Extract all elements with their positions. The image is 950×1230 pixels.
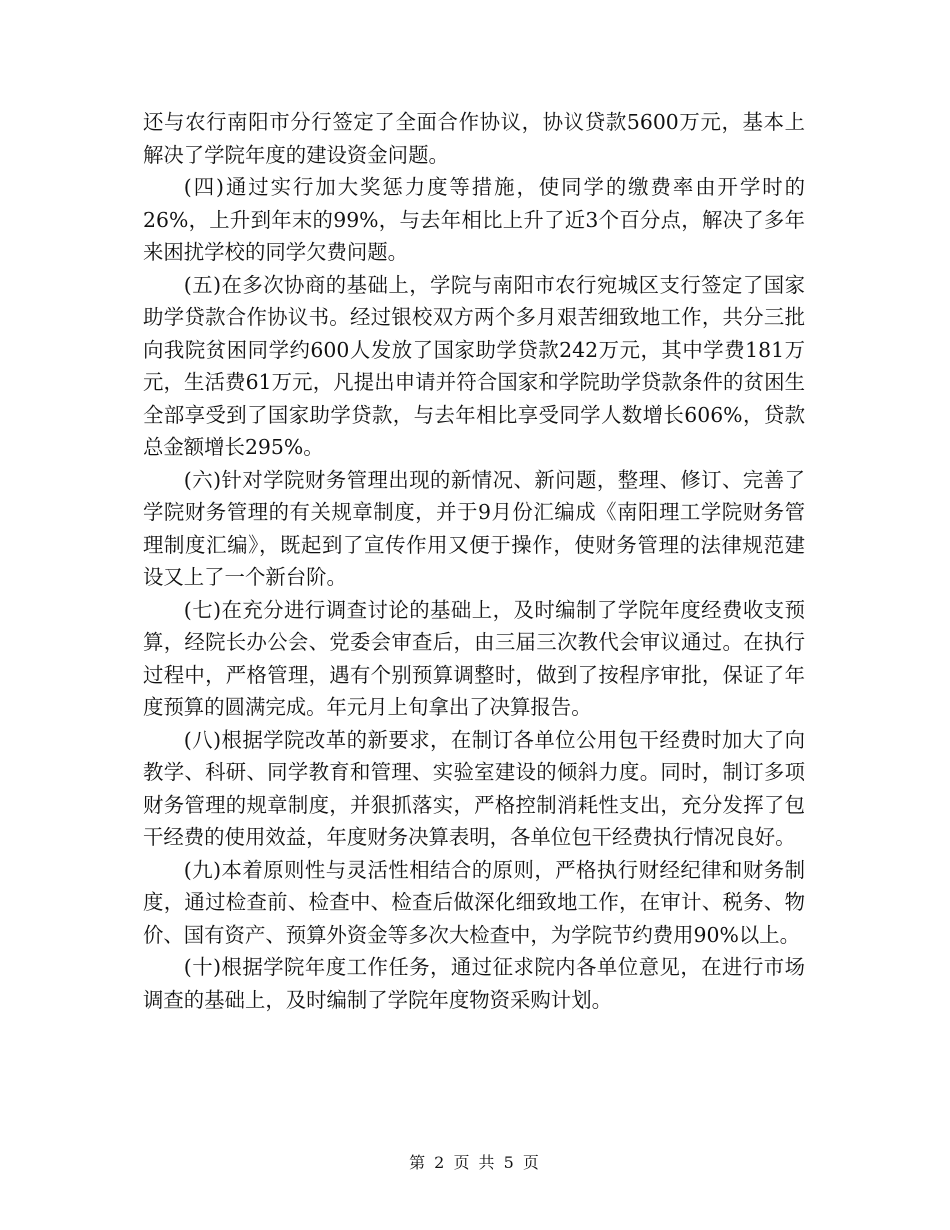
paragraph-item-9: (九)本着原则性与灵活性相结合的原则，严格执行财经纪律和财务制度，通过检查前、检查中、检查后做深化细致地工作，在审计、税务、物价、国有资产、预算外资金等多次大检查中，为学院节约费用90%以上。 [143, 857, 805, 947]
paragraph-item-4: (四)通过实行加大奖惩力度等措施，使同学的缴费率由开学时的26%，上升到年末的99%，与去年相比上升了近3个百分点，解决了多年来困扰学校的同学欠费问题。 [143, 175, 805, 264]
paragraph-item-7: (七)在充分进行调查讨论的基础上，及时编制了学院年度经费收支预算，经院长办公会、党委会审查后，由三届三次教代会审议通过。在执行过程中，严格管理，遇有个别预算调整时，做到了按程序审批，保证了年度预算的圆满完成。年元月上旬拿出了决算报告。 [143, 597, 805, 719]
paragraph-item-8: (八)根据学院改革的新要求，在制订各单位公用包干经费时加大了向教学、科研、同学教育和管理、实验室建设的倾斜力度。同时，制订多项财务管理的规章制度，并狠抓落实，严格控制消耗性支出，充分发挥了包干经费的使用效益，年度财务决算表明，各单位包干经费执行情况良好。 [143, 727, 805, 849]
paragraph-item-5: (五)在多次协商的基础上，学院与南阳市农行宛城区支行签定了国家助学贷款合作协议书。经过银校双方两个多月艰苦细致地工作，共分三批向我院贫困同学约600人发放了国家助学贷款242万元，其中学费181万元，生活费61万元，凡提出申请并符合国家和学院助学贷款条件的贫困生全部享受到了国家助学贷款，与去年相比享受同学人数增长606%，贷款总金额增长295%。 [143, 272, 805, 459]
paragraph-continuation: 还与农行南阳市分行签定了全面合作协议，协议贷款5600万元，基本上解决了学院年度的建设资金问题。 [143, 110, 805, 167]
page-footer: 第 2 页 共 5 页 [409, 1153, 541, 1172]
document-body [143, 106, 805, 1016]
paragraph-item-10: (十)根据学院年度工作任务，通过征求院内各单位意见，在进行市场调查的基础上，及时编制了学院年度物资采购计划。 [143, 955, 805, 1012]
paragraph-item-6: (六)针对学院财务管理出现的新情况、新问题，整理、修订、完善了学院财务管理的有关规章制度，并于9月份汇编成《南阳理工学院财务管理制度汇编》，既起到了宣传作用又便于操作，使财务管理的法律规范建设又上了一个新台阶。 [143, 467, 805, 589]
